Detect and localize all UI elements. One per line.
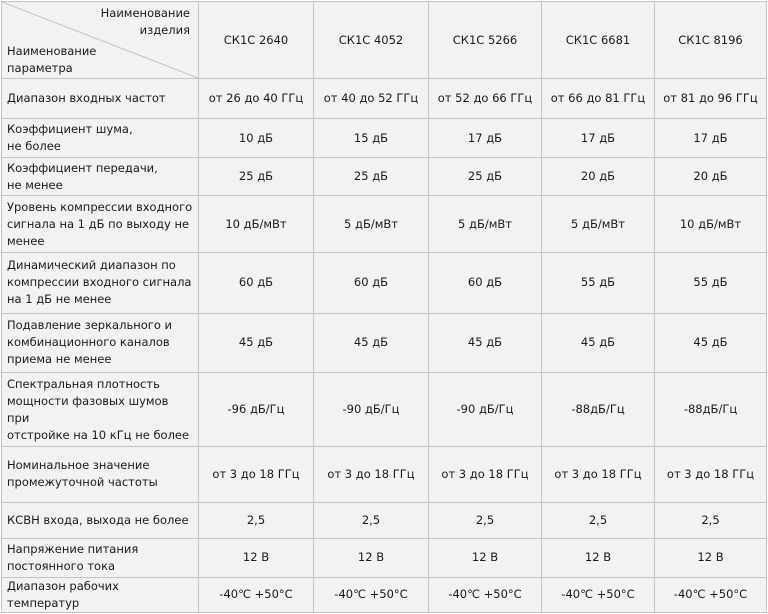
parameter-value-cell: 10 дБ [199,119,314,157]
parameter-value-cell: 25 дБ [199,157,314,195]
parameter-name-line: постоянного тока [7,558,116,573]
parameter-value-cell: -40℃ +50°C [314,577,429,612]
parameter-name-line: мощности фазовых шумов при [7,393,169,425]
table-row [2,447,767,503]
parameter-value-cell: 2,5 [655,502,767,538]
parameter-value-cell: 45 дБ [542,313,655,373]
parameter-value-cell: -40℃ +50°C [199,577,314,612]
parameter-name-line: компрессии входного сигнала [7,275,192,290]
table-row [2,79,767,119]
parameter-name-line: Спектральная плотность [7,376,160,391]
parameter-value-cell: 25 дБ [429,157,542,195]
parameter-name-line: Подавление зеркального и [7,318,172,333]
parameter-name-cell [2,502,199,538]
parameter-value-cell: 2,5 [314,502,429,538]
parameter-name-cell [2,577,199,612]
parameter-name-line: сигнала на 1 дБ по выходу не [7,216,190,231]
parameter-name-line: на 1 дБ не менее [7,292,112,307]
table-row [2,196,767,253]
parameter-value-cell: -40℃ +50°C [542,577,655,612]
table-row [2,373,767,447]
parameter-value-cell: 55 дБ [542,252,655,313]
parameter-name-cell [2,373,199,447]
parameter-name-cell [2,157,199,195]
model-header: СК1С 5266 [429,2,542,79]
model-header: СК1С 8196 [655,2,767,79]
parameter-value-cell: 17 дБ [429,119,542,157]
parameter-value-cell: 10 дБ/мВт [199,196,314,253]
model-header: СК1С 2640 [199,2,314,79]
parameter-name-cell [2,252,199,313]
table-row [2,157,767,195]
corner-header-cell [2,2,199,79]
model-header: СК1С 4052 [314,2,429,79]
parameter-value-cell: 60 дБ [199,252,314,313]
parameter-name-cell [2,447,199,503]
parameter-value-cell: 5 дБ/мВт [314,196,429,253]
parameter-value-cell: 45 дБ [199,313,314,373]
parameter-value-cell: 12 В [542,539,655,577]
parameter-value-cell: -90 дБ/Гц [429,373,542,447]
parameter-value-cell: 55 дБ [655,252,767,313]
parameter-value-cell: 12 В [314,539,429,577]
parameter-value-cell: 2,5 [542,502,655,538]
parameter-value-cell: -90 дБ/Гц [314,373,429,447]
parameter-value-cell: -40℃ +50°C [655,577,767,612]
parameter-value-cell: -96 дБ/Гц [199,373,314,447]
table-row [2,502,767,538]
product-name-label-line: Наименование [100,6,190,20]
parameter-name-line: комбинационного каналов [7,335,170,350]
parameter-value-cell: 45 дБ [314,313,429,373]
parameter-name-line: не более [7,139,61,154]
parameter-value-cell: 12 В [429,539,542,577]
parameter-name-line: отстройке на 10 кГц не более [7,427,190,442]
parameter-name-cell [2,79,199,119]
parameter-name-cell [2,539,199,577]
table-row [2,539,767,577]
parameter-value-cell: от 52 до 66 ГГц [429,79,542,119]
parameter-value-cell: 20 дБ [655,157,767,195]
table-row [2,119,767,157]
parameter-value-cell: 5 дБ/мВт [429,196,542,253]
parameter-name-line: Коэффициент шума, [7,122,133,137]
header-row [2,2,767,79]
parameter-value-cell: от 3 до 18 ГГц [655,447,767,503]
parameter-value-cell: 17 дБ [655,119,767,157]
parameter-value-cell: 60 дБ [429,252,542,313]
parameter-name-line: Напряжение питания [7,541,139,556]
parameter-value-cell: 25 дБ [314,157,429,195]
parameter-value-cell: 45 дБ [429,313,542,373]
parameter-value-cell: -88дБ/Гц [655,373,767,447]
table-row [2,252,767,313]
parameter-value-cell: 15 дБ [314,119,429,157]
parameter-value-cell: -40℃ +50°C [429,577,542,612]
parameter-name-cell [2,196,199,253]
parameter-name-line: Диапазон рабочих температур [7,578,119,610]
parameter-name-cell [2,313,199,373]
parameter-name-line: менее [7,233,45,248]
specifications-body [2,79,767,613]
parameter-name-line: промежуточной частоты [7,475,158,490]
parameter-name-line: Номинальное значение [7,458,150,473]
parameter-name-line: Коэффициент передачи, [7,160,158,175]
product-name-label-line: изделия [139,23,190,37]
parameter-value-cell: от 3 до 18 ГГц [542,447,655,503]
parameter-value-cell: 20 дБ [542,157,655,195]
parameter-value-cell: 12 В [655,539,767,577]
parameter-value-cell: 5 дБ/мВт [542,196,655,253]
parameter-value-cell: от 40 до 52 ГГц [314,79,429,119]
parameter-value-cell: 10 дБ/мВт [655,196,767,253]
parameter-value-cell: от 81 до 96 ГГц [655,79,767,119]
parameter-name-cell [2,119,199,157]
parameter-name-line: Диапазон входных частот [7,91,166,106]
parameter-value-cell: от 66 до 81 ГГц [542,79,655,119]
table-row [2,577,767,612]
parameter-value-cell: от 3 до 18 ГГц [199,447,314,503]
parameter-name-line: не менее [7,177,63,192]
parameter-value-cell: от 26 до 40 ГГц [199,79,314,119]
parameter-name-line: Уровень компрессии входного [7,199,193,214]
parameter-name-label-line: параметра [7,61,73,75]
specifications-table [1,1,767,613]
parameter-value-cell: 12 В [199,539,314,577]
table-row [2,313,767,373]
model-header: СК1С 6681 [542,2,655,79]
product-name-label [101,5,190,39]
parameter-value-cell: 17 дБ [542,119,655,157]
parameter-name-line: приема не менее [7,352,112,367]
parameter-value-cell: от 3 до 18 ГГц [314,447,429,503]
parameter-name-label-line: Наименование [7,44,97,58]
parameter-name-line: Динамический диапазон по [7,258,176,273]
parameter-value-cell: 2,5 [199,502,314,538]
parameter-value-cell: от 3 до 18 ГГц [429,447,542,503]
parameter-name-label [7,43,96,77]
parameter-name-line: КСВН входа, выхода не более [7,512,189,527]
parameter-value-cell: -88дБ/Гц [542,373,655,447]
parameter-value-cell: 45 дБ [655,313,767,373]
parameter-value-cell: 2,5 [429,502,542,538]
parameter-value-cell: 60 дБ [314,252,429,313]
